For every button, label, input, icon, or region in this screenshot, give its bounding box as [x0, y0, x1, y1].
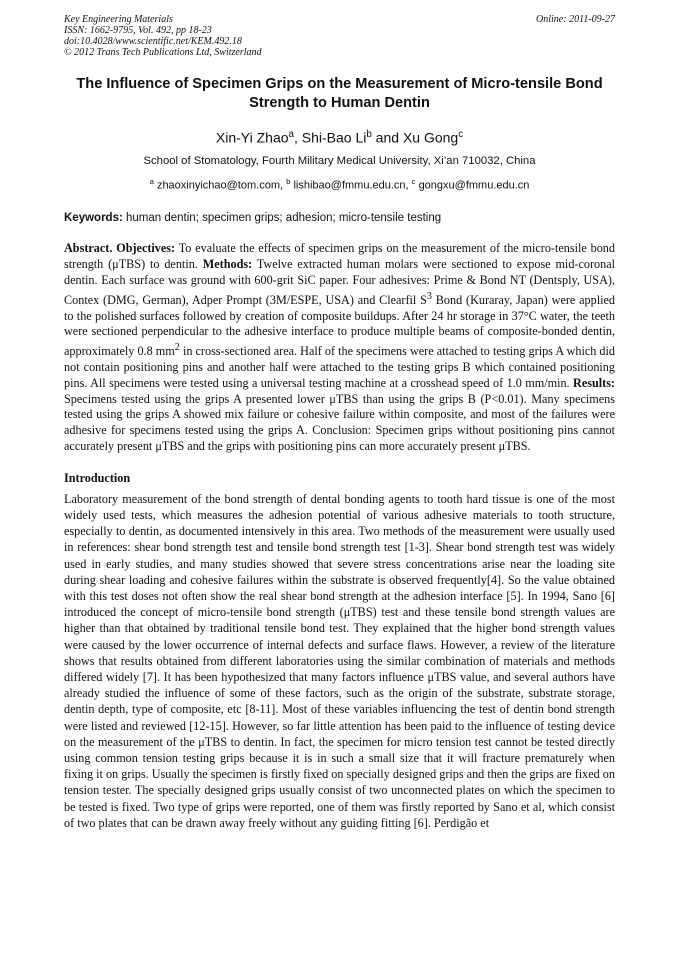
- doi-line: doi:10.4028/www.scientific.net/KEM.492.18: [64, 36, 242, 47]
- methods-label: Methods:: [202, 257, 253, 272]
- introduction-text: Laboratory measurement of the bond strength of dental bonding agents to tooth hard tissue is one of the most widely used tests, which measures the adhesion potential of various adhesive materials to tooth structure, especially to dentin, as documented intensively in this area. Two methods of the measurement were usually used in references: shear bond strength test and tensile bond strength test [1-3]. Shear bond strength test was widely used in early studies, and many studies showed that severe stress concentrations arise near the loading site during shear loading and cohesive failures within the substrate is observed frequently[4]. So the value obtained with this test doses not often show the real shear bond strength at the adhesion interface [5]. In 1994, Sano [6] introduced the concept of micro-tensile bond strength (μTBS) test and these tensile bond strength values are higher than that obtained by traditional tensile bond test. They explained that the higher bond strength values were caused by the lower occurrence of internal defects and surface flaws. However, a review of the literature shows that results obtained from different laboratories using the similar combination of materials and methods differed widely [7]. It has been hypothesized that many factors influence μTBS value, and several authors have already studied the influence of some of these factors, such as the origin of the substrate, substrate storage, dentin depth, type of composite, etc [8-11]. Most of these variables influencing the test of dentin bond strength were listed and reviewed [12-15]. However, so far little attention has been paid to the influence of testing device on the measurement of the μTBS to dentin. In fact, the specimen for micro tension test cannot be tested directly using common tension testing grips because it is in such a small size that it will fracture prematurely when fixing it on grips. Usually the specimen is firstly fixed on specially designed grips and then the grips are fixed on tension tester. The specially designed grips usually consist of two unconnected plates on which the specimen to be tested is fixed. Two type of grips were reported, one of them was firstly reported by Sano et al, which consist of two plates that can be drawn away freely without any guiding fitting [6]. Perdigão et: [64, 491, 615, 830]
- issn-line: ISSN: 1662-9795, Vol. 492, pp 18-23: [64, 25, 212, 36]
- email-mark: a: [149, 176, 154, 186]
- methods-text: Twelve extracted human molars were sectioned to expose mid-coronal dentin. Each surface was ground with 600-grit SiC paper. Four adhesives: Prime & Bond NT (Dentsply, USA), Contex (DMG, German), Adper Prompt (3M/ESPE, USA) and Clearfil S: [64, 257, 616, 307]
- author-mark: b: [366, 129, 372, 140]
- author-name: Xin-Yi Zhao: [215, 129, 289, 146]
- superscript: 2: [174, 342, 180, 354]
- affiliation: School of Stomatology, Fourth Military Medical University, Xi’an 710032, China: [143, 154, 536, 167]
- methods-text: Bond (Kuraray, Japan) were applied to the polished surfaces followed by creation of composite buildups. After 24 hr storage in 37°C water, the teeth were sectioned perpendicular to the adhesive interface to produce multiple beams of composite-bonded dentin, approximately 0.8 mm: [64, 292, 616, 359]
- copyright-line: © 2012 Trans Tech Publications Ltd, Switzerland: [64, 47, 262, 58]
- author-mark: c: [458, 129, 464, 140]
- keywords-label: Keywords:: [64, 212, 123, 225]
- email-list: $^a$ zhaoxinyichao@tom.com, $^b$ lishibao@fmmu.edu.cn, $^c$ gongxu@fmmu.edu.cn: [149, 176, 530, 192]
- author-name: Xu Gong: [402, 129, 459, 146]
- paper-page: [64, 14, 615, 831]
- methods-text: in cross-sectioned area. Half of the specimens were attached to testing grips A which did not contain positioning pins and another half were attached to the testing grips B which contained positioning pins. All specimens were tested using a universal testing machine at a crosshead speed of 1.0 mm/min.: [64, 344, 615, 390]
- author-list: [64, 126, 615, 147]
- online-date: Online: 2011-09-27: [536, 14, 615, 25]
- email-address[interactable]: zhaoxinyichao@tom.com: [156, 179, 280, 192]
- results-label: Results:: [573, 375, 615, 390]
- journal-name: Key Engineering Materials: [64, 14, 173, 25]
- results-text: Specimens tested using the grips A presented lower μTBS than using the grips B (P<0.01). Many specimens tested using the grips A showed mix failure or cohesive failure within composite, and most of the failures were adhesive for specimens tested using the grips A. Conclusion: Specimen grips without positioning pins cannot accurately present μTBS and the grips with positioning pins can more accurately present μTBS.: [64, 391, 615, 453]
- paper-title: The Influence of Specimen Grips on the Measurement of Micro-tensile Bond Strength to Human Dentin: [76, 76, 603, 111]
- author-name: Shi-Bao Li: [301, 129, 367, 146]
- keywords-text: human dentin; specimen grips; adhesion; micro-tensile testing: [126, 212, 442, 225]
- objectives-label: Objectives:: [116, 241, 176, 256]
- email-address[interactable]: gongxu@fmmu.edu.cn: [418, 179, 530, 192]
- objectives-text: To evaluate the effects of specimen grips on the measurement of the micro-tensile bond strength (μTBS) to dentin.: [64, 241, 615, 272]
- keywords-line: [64, 211, 615, 225]
- abstract: [64, 241, 615, 454]
- introduction-heading: Introduction: [64, 470, 131, 485]
- superscript: 3: [426, 290, 432, 302]
- author-separator: ,: [293, 129, 302, 146]
- author-separator: and: [371, 129, 403, 146]
- abstract-label: Abstract.: [64, 241, 113, 256]
- journal-header: [64, 14, 615, 58]
- email-address[interactable]: lishibao@fmmu.edu.cn: [293, 179, 406, 192]
- author-mark: a: [288, 129, 294, 140]
- email-mark: b: [286, 176, 291, 186]
- email-mark: c: [411, 176, 416, 186]
